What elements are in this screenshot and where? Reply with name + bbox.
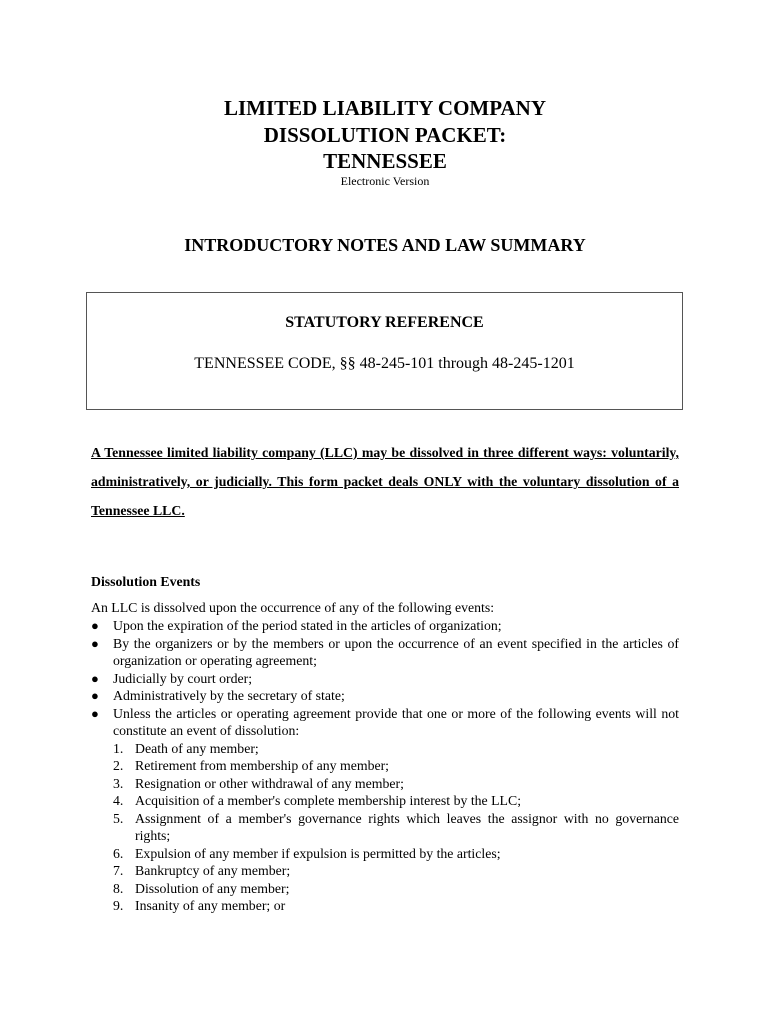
item-text: Acquisition of a member's complete membership interest by the LLC; — [135, 793, 522, 808]
numbered-item — [113, 792, 679, 810]
item-number: 8. — [113, 880, 124, 896]
document-title-line-2: DISSOLUTION PACKET: — [263, 123, 507, 147]
item-number: 3. — [113, 775, 124, 791]
item-text: Retirement from membership of any member; — [135, 758, 390, 773]
item-number: 1. — [113, 740, 124, 756]
item-text: Expulsion of any member if expulsion is permitted by the articles; — [135, 845, 501, 861]
item-text: Assignment of a member's governance rights which leaves the assignor with no governance rights; — [135, 810, 679, 843]
statutory-reference-box — [86, 292, 683, 410]
item-text: Insanity of any member; or — [135, 898, 286, 913]
dissolution-events-heading: Dissolution Events — [91, 574, 201, 589]
item-text: Bankruptcy of any member; — [135, 863, 291, 878]
item-number: 9. — [113, 898, 124, 913]
bullet-icon: ● — [91, 688, 99, 703]
member-events-list — [113, 740, 679, 915]
list-item — [91, 705, 679, 915]
dissolution-events-lead: An LLC is dissolved upon the occurrence of any of the following events: — [91, 600, 495, 615]
bullet-icon: ● — [91, 705, 99, 721]
bullet-icon: ● — [91, 635, 99, 651]
dissolution-events-list — [91, 617, 679, 915]
list-item-text: Administratively by the secretary of state; — [113, 688, 345, 703]
list-item — [91, 635, 679, 670]
document-subtitle: Electronic Version — [340, 174, 430, 188]
item-number: 6. — [113, 845, 124, 861]
numbered-item — [113, 775, 679, 793]
numbered-item — [113, 897, 679, 915]
list-item — [91, 670, 679, 688]
list-item-text: Judicially by court order; — [113, 670, 253, 686]
numbered-item — [113, 845, 679, 863]
numbered-item — [113, 757, 679, 775]
item-text: Resignation or other withdrawal of any member; — [135, 775, 404, 791]
item-number: 5. — [113, 810, 124, 826]
numbered-item — [113, 740, 679, 758]
list-item-text: Upon the expiration of the period stated in the articles of organization; — [113, 618, 502, 633]
item-number: 2. — [113, 758, 124, 773]
list-item-text: By the organizers or by the members or upon the occurrence of an event specified in the articles of organization or operating agreement; — [113, 635, 679, 668]
section-heading: INTRODUCTORY NOTES AND LAW SUMMARY — [184, 235, 586, 255]
list-item — [91, 617, 679, 635]
list-item — [91, 687, 679, 705]
item-text: Death of any member; — [135, 740, 259, 756]
statutory-reference-text: TENNESSEE CODE, §§ 48-245-101 through 48-245-1201 — [194, 355, 575, 372]
numbered-item — [113, 810, 679, 845]
document-title-line-1: LIMITED LIABILITY COMPANY — [223, 96, 547, 120]
item-number: 4. — [113, 793, 124, 808]
numbered-item — [113, 862, 679, 880]
document-title-line-3: TENNESSEE — [323, 149, 447, 173]
statutory-reference-title: STATUTORY REFERENCE — [285, 314, 484, 331]
intro-paragraph: A Tennessee limited liability company (LLC) may be dissolved in three different ways: voluntarily, administratively, or judicially. This form packet deals ONLY with the voluntary dissolution of a Tennessee LLC. — [91, 445, 679, 518]
bullet-icon: ● — [91, 670, 99, 686]
numbered-item — [113, 880, 679, 898]
list-item-text: Unless the articles or operating agreement provide that one or more of the following events will not constitute an event of dissolution: — [113, 705, 679, 738]
bullet-icon: ● — [91, 618, 99, 633]
item-number: 7. — [113, 863, 124, 878]
item-text: Dissolution of any member; — [135, 880, 290, 896]
